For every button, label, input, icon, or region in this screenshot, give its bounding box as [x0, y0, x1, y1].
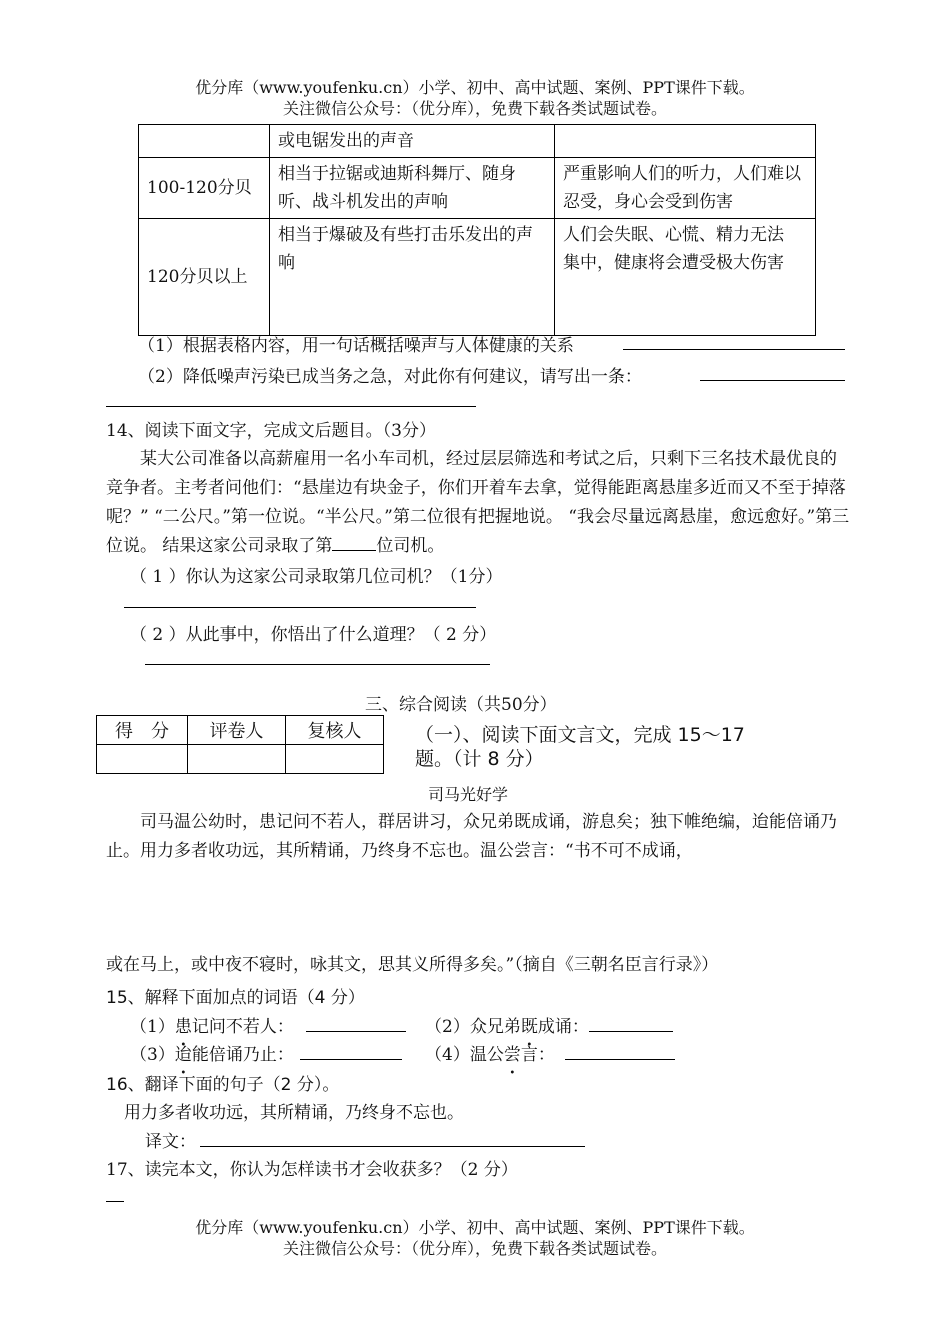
- effect-cell: [555, 219, 816, 336]
- dotted-word: 迨: [174, 1045, 192, 1065]
- table-row: [139, 125, 816, 158]
- site-header-line2: 关注微信公众号：（优分库），免费下载各类试题试卷。: [282, 99, 667, 118]
- effect-text-a: 人们会失眠、心慌、精力无法: [563, 225, 784, 245]
- essay-text-cont: 或在马上，或中夜不寝时，咏其文，思其义所得多矣。”（摘自《三朝名臣言行录》）: [106, 955, 719, 975]
- q16-sentence: 用力多者收功远，其所精诵，乃终身不忘也。: [124, 1103, 464, 1123]
- q13-sub2: （2）降低噪声污染已成当务之急，对此你有何建议，请写出一条：: [138, 367, 642, 387]
- q15-title: [106, 983, 365, 1008]
- noise-level-table: [138, 124, 816, 336]
- q16-answer-label: 译文：: [145, 1132, 196, 1152]
- q15-item1: [130, 1012, 406, 1037]
- answer-blank[interactable]: [306, 1013, 406, 1032]
- dotted-word: 既: [520, 1017, 538, 1037]
- answer-blank[interactable]: [589, 1013, 673, 1032]
- level-cell: 120分贝以上: [139, 219, 270, 336]
- q15-item2-pre: （2）众兄弟: [425, 1017, 521, 1037]
- answer-line[interactable]: [106, 406, 476, 407]
- q16-title: [106, 1070, 339, 1095]
- answer-line[interactable]: [623, 349, 845, 350]
- answer-line[interactable]: [200, 1146, 585, 1147]
- q14-sub1: （ 1 ）你认为这家公司录取第几位司机？（1分）: [130, 567, 503, 587]
- reviewer-cell[interactable]: [286, 745, 384, 774]
- example-cell: 相当于拉锯或迪斯科舞厅、随身听、战斗机发出的声响: [270, 158, 555, 219]
- grader-header: 评卷人: [188, 716, 286, 745]
- answer-line[interactable]: [145, 664, 490, 665]
- answer-blank[interactable]: [300, 1041, 402, 1060]
- q16-title-text: 16、翻译下面的句子（2 分）。: [106, 1075, 340, 1095]
- effect-cell: 严重影响人们的听力，人们难以忍受，身心会受到伤害: [555, 158, 816, 219]
- answer-line[interactable]: [124, 607, 476, 608]
- q15-item3-pre: （3）: [130, 1045, 175, 1065]
- part1-instruction-cont: 题。（计 8 分）: [415, 748, 544, 770]
- dotted-word: 患: [174, 1017, 192, 1037]
- part1-instruction: （一）、阅读下面文言文，完成 15～17: [415, 724, 745, 746]
- q17-title: 17、读完本文，你认为怎样读书才会收获多？（2 分）: [106, 1160, 518, 1180]
- effect-text-b: 集中，健康将会遭受极大伤害: [563, 253, 784, 273]
- q15-item1-post: 记问不若人：: [191, 1017, 294, 1037]
- table-row: [97, 745, 384, 774]
- answer-blank[interactable]: [565, 1041, 675, 1060]
- q14-title: 14、阅读下面文字，完成文后题目。（3分）: [106, 421, 436, 441]
- q15-item2: [425, 1012, 673, 1037]
- answer-blank[interactable]: [332, 532, 376, 551]
- site-footer-line1: 优分库（www.youfenku.cn）小学、初中、高中试题、案例、PPT课件下载。: [195, 1218, 755, 1237]
- reviewer-header: 复核人: [286, 716, 384, 745]
- q15-item1-pre: （1）: [130, 1017, 175, 1037]
- grader-cell[interactable]: [188, 745, 286, 774]
- q15-item4-pre: （4）温公: [425, 1045, 504, 1065]
- q13-sub1: （1）根据表格内容，用一句话概括噪声与人体健康的关系: [138, 336, 574, 356]
- score-cell[interactable]: [97, 745, 188, 774]
- level-cell: [139, 125, 270, 158]
- table-row: [97, 716, 384, 745]
- q15-item3: [130, 1040, 402, 1065]
- table-row: [139, 158, 816, 219]
- answer-line[interactable]: [106, 1201, 124, 1202]
- site-footer-line2: 关注微信公众号：（优分库），免费下载各类试题试卷。: [282, 1239, 667, 1258]
- q15-item4-post: 言：: [520, 1045, 555, 1065]
- q15-title-text: 15、解释下面加点的词语（4 分）: [106, 988, 365, 1008]
- dotted-word: 尝: [503, 1045, 521, 1065]
- answer-line[interactable]: [700, 380, 845, 381]
- site-header-line1: 优分库（www.youfenku.cn）小学、初中、高中试题、案例、PPT课件下载。: [195, 78, 755, 97]
- q15-item2-post: 成诵：: [537, 1017, 589, 1037]
- q14-sub2: （ 2 ）从此事中，你悟出了什么道理？（ 2 分）: [130, 625, 497, 645]
- essay-text: 司马温公幼时，患记问不若人，群居讲习，众兄弟既成诵，游息矣；独下帷绝编，迨能倍诵乃止。用力多者收功远，其所精诵，乃终身不忘也。温公尝言：“书不可不成诵，: [106, 812, 837, 861]
- q15-item3-post: 能倍诵乃止：: [191, 1045, 294, 1065]
- example-cell: 或电锯发出的声音: [270, 125, 555, 158]
- q14-passage: [106, 445, 850, 561]
- example-cell: 相当于爆破及有些打击乐发出的声响: [270, 219, 555, 336]
- essay-title: 司马光好学: [428, 785, 509, 804]
- q15-item4: [425, 1040, 675, 1065]
- section3-title: 三、综合阅读（共50分）: [365, 695, 557, 715]
- level-cell: 100-120分贝: [139, 158, 270, 219]
- q14-passage-text: 某大公司准备以高薪雇用一名小车司机，经过层层筛选和考试之后，只剩下三名技术最优良的竞争者。主考者问他们：“悬崖边有块金子，你们开着车去拿，觉得能距离悬崖多近而又不至于掉落呢？” “二公尺。”第一位说。“半公尺。”第二位很有把握地说。 “我会尽量远离悬崖，愈远愈好。”第三位说。 结果这家公司录取了第: [106, 449, 850, 556]
- score-table: [96, 715, 384, 774]
- q14-passage-end: 位司机。: [376, 536, 445, 556]
- effect-cell: [555, 125, 816, 158]
- table-row: [139, 219, 816, 336]
- score-header: 得 分: [97, 716, 188, 745]
